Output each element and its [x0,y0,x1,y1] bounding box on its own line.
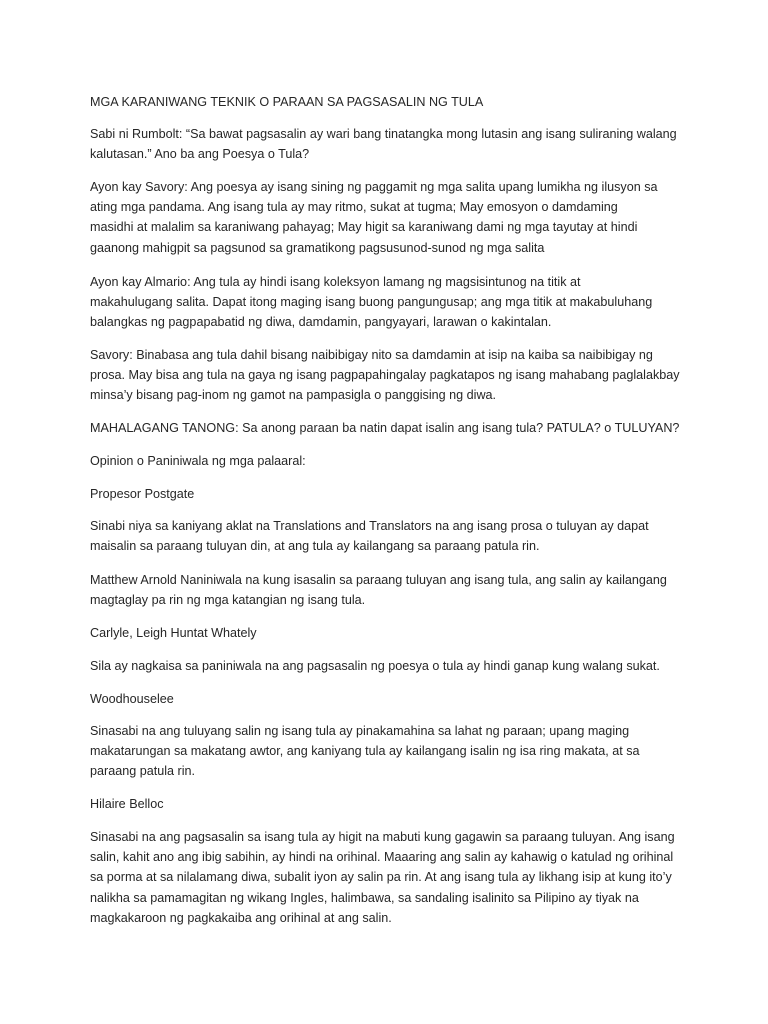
paragraph-line: salin, kahit ano ang ibig sabihin, ay hindi na orihinal. Maaaring ang salin ay kahawig o katulad ng orihinal [90,850,674,865]
paragraph-line: gaanong mahigpit sa pagsunod sa gramatikong pagsusunod-sunod ng mga salita [90,240,545,255]
paragraph-almario-definition [90,272,680,333]
paragraph-line: Hilaire Belloc [90,797,164,811]
paragraph-line: balangkas ng pagpapabatid ng diwa, damdamin, pangyayari, larawan o kakintalan. [90,315,552,330]
paragraph-woodhouselee [90,721,680,782]
paragraph-belloc [90,827,680,928]
paragraph-line: Carlyle, Leigh Huntat Whately [90,626,257,640]
paragraph-opinions-heading [90,451,680,471]
paragraph-line: magkakaroon ng pagkakaiba ang orihinal at ang salin. [90,910,392,925]
paragraph-rumbolt-quote [90,124,680,164]
paragraph-carlyle [90,656,680,676]
paragraph-line: Sabi ni Rumbolt: “Sa bawat pagsasalin ay wari bang tinatangka mong lutasin ang isang suliraning walang [90,127,677,141]
paragraph-line: kalutasan.” Ano ba ang Poesya o Tula? [90,147,310,162]
paragraph-line: sa porma at sa nilalamang diwa, subalit iyon ay salin pa rin. At ang isang tula ay likhang isip at kung ito’y [90,870,672,885]
paragraph-line: Savory: Binabasa ang tula dahil bisang naibibigay nito sa damdamin at isip na kaiba sa naibibigay ng [90,348,653,362]
paragraph-line: Woodhouselee [90,692,174,706]
paragraph-line: Sinasabi na ang tuluyang salin ng isang tula ay pinakamahina sa lahat ng paraan; upang maging [90,724,630,738]
paragraph-line: Matthew Arnold Naniniwala na kung isasalin sa paraang tuluyan ang isang tula, ang salin ay kailangang [90,573,667,587]
paragraph-key-question [90,418,680,438]
paragraph-line: Sinasabi na ang pagsasalin sa isang tula ay higit na mabuti kung gagawin sa paraang tuluyan. Ang isang [90,830,675,844]
paragraph-line: makahulugang salita. Dapat itong maging isang buong pangungusap; ang mga titik at makabuluhang [90,295,653,310]
paragraph-line: maisalin sa paraang tuluyan din, at ang tula ay kailangang sa paraang patula rin. [90,539,540,554]
section-heading-woodhouselee [90,689,680,709]
paragraph-line: ating mga pandama. Ang isang tula ay may ritmo, sukat at tugma; May emosyon o damdaming [90,200,618,215]
paragraph-line: nalikha sa pamamagitan ng wikang Ingles, halimbawa, sa sandaling isalinito sa Pilipino ay tiyak na [90,890,639,905]
paragraph-savory-definition [90,177,680,258]
section-heading-belloc [90,794,680,814]
paragraph-line: MAHALAGANG TANONG: Sa anong paraan ba natin dapat isalin ang isang tula? PATULA? o TULUYAN? [90,421,680,435]
paragraph-postgate [90,516,680,556]
paragraph-line: minsa’y bisang pag-inom ng gamot na pampasigla o panggising ng diwa. [90,388,497,403]
paragraph-line: Sinabi niya sa kaniyang aklat na Translations and Translators na ang isang prosa o tuluyan ay dapat [90,519,649,533]
paragraph-line: Ayon kay Savory: Ang poesya ay isang sining ng paggamit ng mga salita upang lumikha ng ilusyon sa [90,180,658,194]
section-heading-postgate [90,484,680,504]
document-title: MGA KARANIWANG TEKNIK O PARAAN SA PAGSASALIN NG TULA [90,95,484,109]
paragraph-line: makatarungan sa makatang awtor, ang kaniyang tula ay kailangang isalin ng isa ring makata, at sa [90,744,640,759]
paragraph-line: paraang patula rin. [90,764,196,779]
paragraph-line: prosa. May bisa ang tula na gaya ng isang pagpapahingalay pagkatapos ng isang mahabang paglalakbay [90,368,680,383]
paragraph-line: magtaglay pa rin ng mga katangian ng isang tula. [90,593,366,608]
paragraph-line: Opinion o Paniniwala ng mga palaaral: [90,454,306,468]
section-heading-carlyle [90,623,680,643]
paragraph-arnold [90,570,680,610]
paragraph-line: Ayon kay Almario: Ang tula ay hindi isang koleksyon lamang ng magsisintunog na titik at [90,275,581,289]
paragraph-line: masidhi at malalim sa karaniwang pahayag; May higit sa karaniwang dami ng mga tayutay at hindi [90,220,638,235]
paragraph-line: Propesor Postgate [90,487,195,501]
paragraph-savory-reading [90,345,680,406]
paragraph-line: Sila ay nagkaisa sa paniniwala na ang pagsasalin ng poesya o tula ay hindi ganap kung walang sukat. [90,659,660,673]
